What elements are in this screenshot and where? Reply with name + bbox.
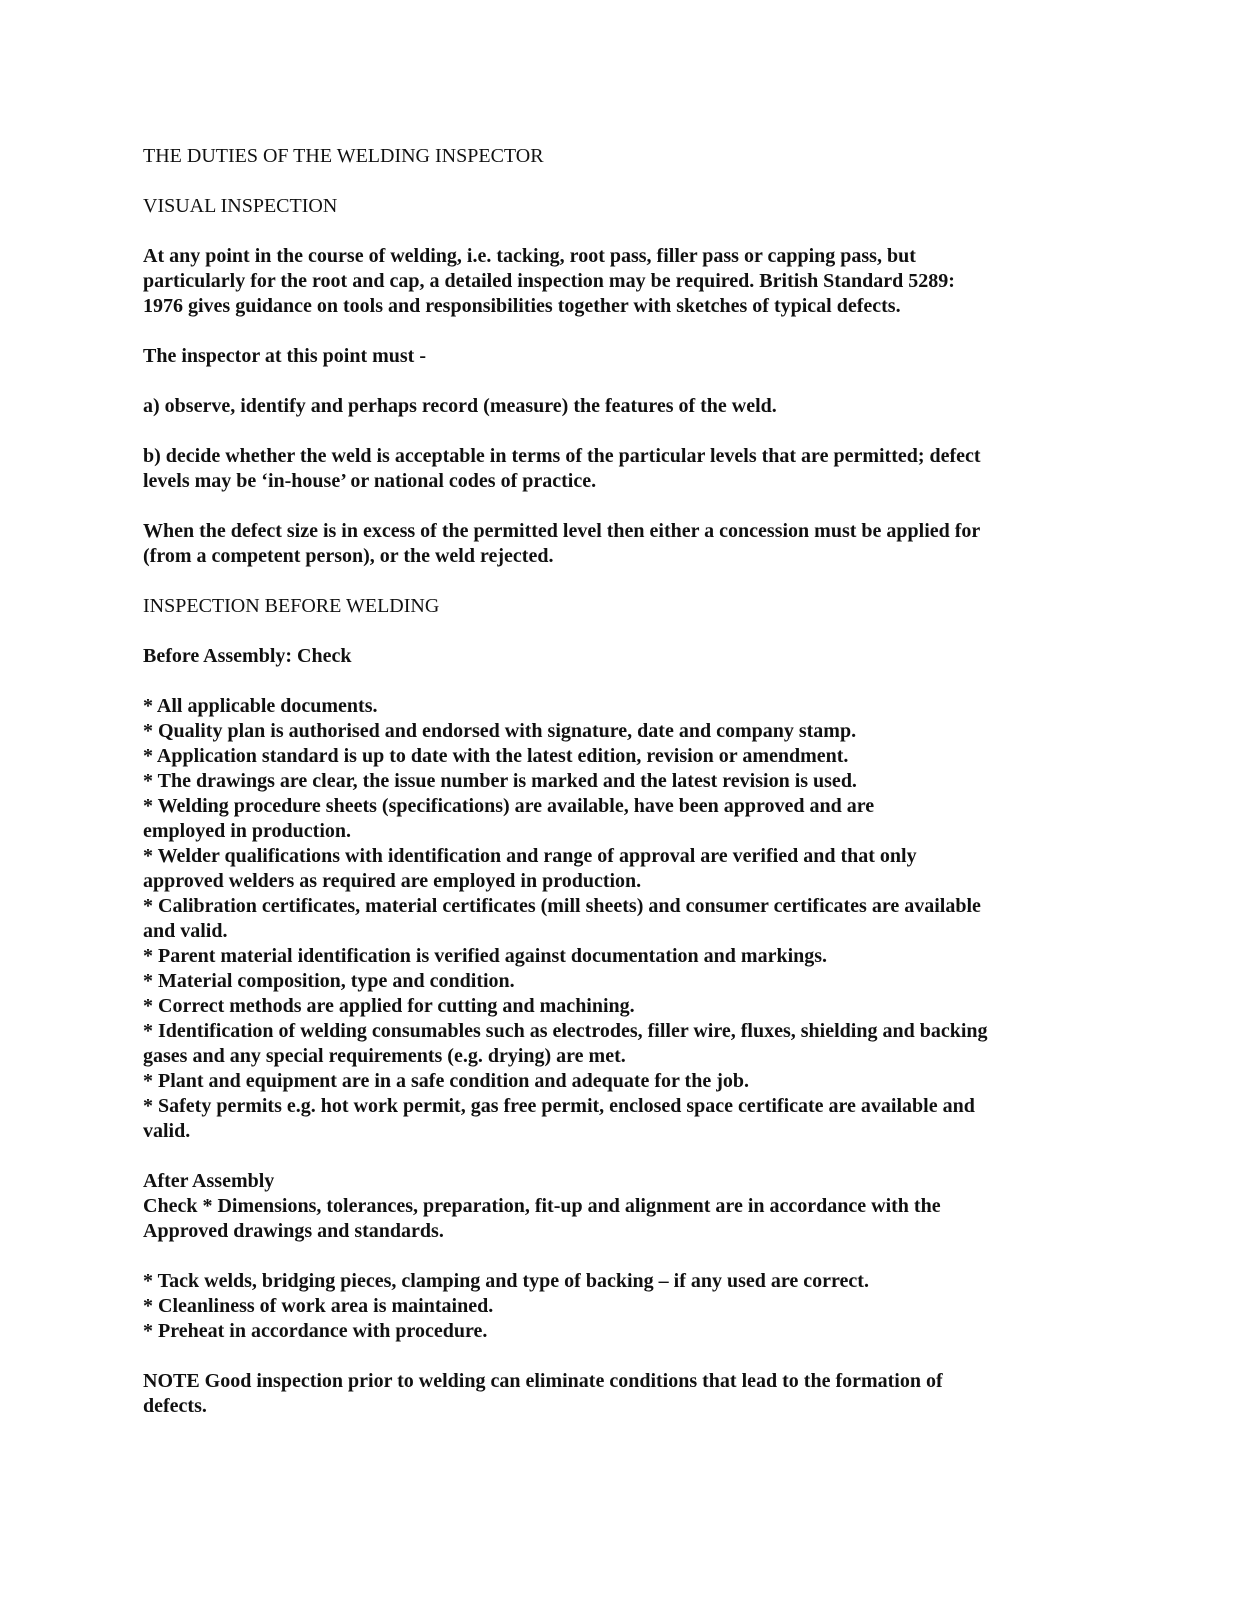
checklist-line: * Welding procedure sheets (specifications) are available, have been approved and are (143, 795, 875, 817)
defect-paragraph (143, 519, 1083, 569)
before-assembly-checklist (143, 694, 1083, 1144)
paragraph-line: When the defect size is in excess of the permitted level then either a concession must be applied for (143, 520, 981, 542)
checklist-line: * Correct methods are applied for cutting and machining. (143, 995, 635, 1017)
checklist-line: * Tack welds, bridging pieces, clamping and type of backing – if any used are correct. (143, 1270, 869, 1292)
checklist-line: * Safety permits e.g. hot work permit, gas free permit, enclosed space certificate are available and (143, 1095, 975, 1117)
paragraph-line: defects. (143, 1395, 207, 1417)
inspector-intro: The inspector at this point must - (143, 345, 426, 367)
paragraph-line: At any point in the course of welding, i.e. tacking, root pass, filler pass or capping pass, but (143, 245, 916, 267)
paragraph-line: b) decide whether the weld is acceptable in terms of the particular levels that are permitted; defect (143, 445, 981, 467)
checklist-line: valid. (143, 1120, 191, 1142)
checklist-line: approved welders as required are employed in production. (143, 870, 642, 892)
paragraph-line: (from a competent person), or the weld rejected. (143, 545, 554, 567)
paragraph-line: particularly for the root and cap, a detailed inspection may be required. British Standard 5289: (143, 270, 955, 292)
document-body (143, 144, 1083, 1419)
checklist-line: * Welder qualifications with identification and range of approval are verified and that only (143, 845, 917, 867)
checklist-line: * The drawings are clear, the issue number is marked and the latest revision is used. (143, 770, 857, 792)
after-assembly-heading: After Assembly (143, 1170, 275, 1192)
after-assembly-check (143, 1194, 1083, 1244)
before-assembly-heading: Before Assembly: Check (143, 645, 352, 667)
checklist-line: gases and any special requirements (e.g. drying) are met. (143, 1045, 626, 1067)
paragraph-line: levels may be ‘in-house’ or national codes of practice. (143, 470, 597, 492)
checklist-line: * All applicable documents. (143, 695, 378, 717)
inspection-before-welding-heading: INSPECTION BEFORE WELDING (143, 595, 440, 617)
document-title: THE DUTIES OF THE WELDING INSPECTOR (143, 145, 544, 167)
checklist-line: * Identification of welding consumables such as electrodes, filler wire, fluxes, shielding and backing (143, 1020, 988, 1042)
point-a: a) observe, identify and perhaps record (measure) the features of the weld. (143, 395, 777, 417)
visual-inspection-heading: VISUAL INSPECTION (143, 195, 338, 217)
point-b (143, 444, 1083, 494)
checklist-line: * Plant and equipment are in a safe condition and adequate for the job. (143, 1070, 749, 1092)
paragraph-line: NOTE Good inspection prior to welding can eliminate conditions that lead to the formation of (143, 1370, 943, 1392)
note-paragraph (143, 1369, 1083, 1419)
checklist-line: and valid. (143, 920, 228, 942)
checklist-line: * Quality plan is authorised and endorsed with signature, date and company stamp. (143, 720, 857, 742)
paragraph-line: Approved drawings and standards. (143, 1220, 444, 1242)
checklist-line: * Calibration certificates, material certificates (mill sheets) and consumer certificates are available (143, 895, 981, 917)
paragraph-line: Check * Dimensions, tolerances, preparation, fit-up and alignment are in accordance with the (143, 1195, 941, 1217)
checklist-line: employed in production. (143, 820, 351, 842)
checklist-line: * Material composition, type and condition. (143, 970, 515, 992)
after-assembly-checklist (143, 1269, 1083, 1344)
paragraph-line: 1976 gives guidance on tools and responsibilities together with sketches of typical defects. (143, 295, 901, 317)
checklist-line: * Cleanliness of work area is maintained. (143, 1295, 494, 1317)
checklist-line: * Parent material identification is verified against documentation and markings. (143, 945, 828, 967)
visual-inspection-paragraph (143, 244, 1083, 319)
checklist-line: * Preheat in accordance with procedure. (143, 1320, 488, 1342)
checklist-line: * Application standard is up to date with the latest edition, revision or amendment. (143, 745, 849, 767)
